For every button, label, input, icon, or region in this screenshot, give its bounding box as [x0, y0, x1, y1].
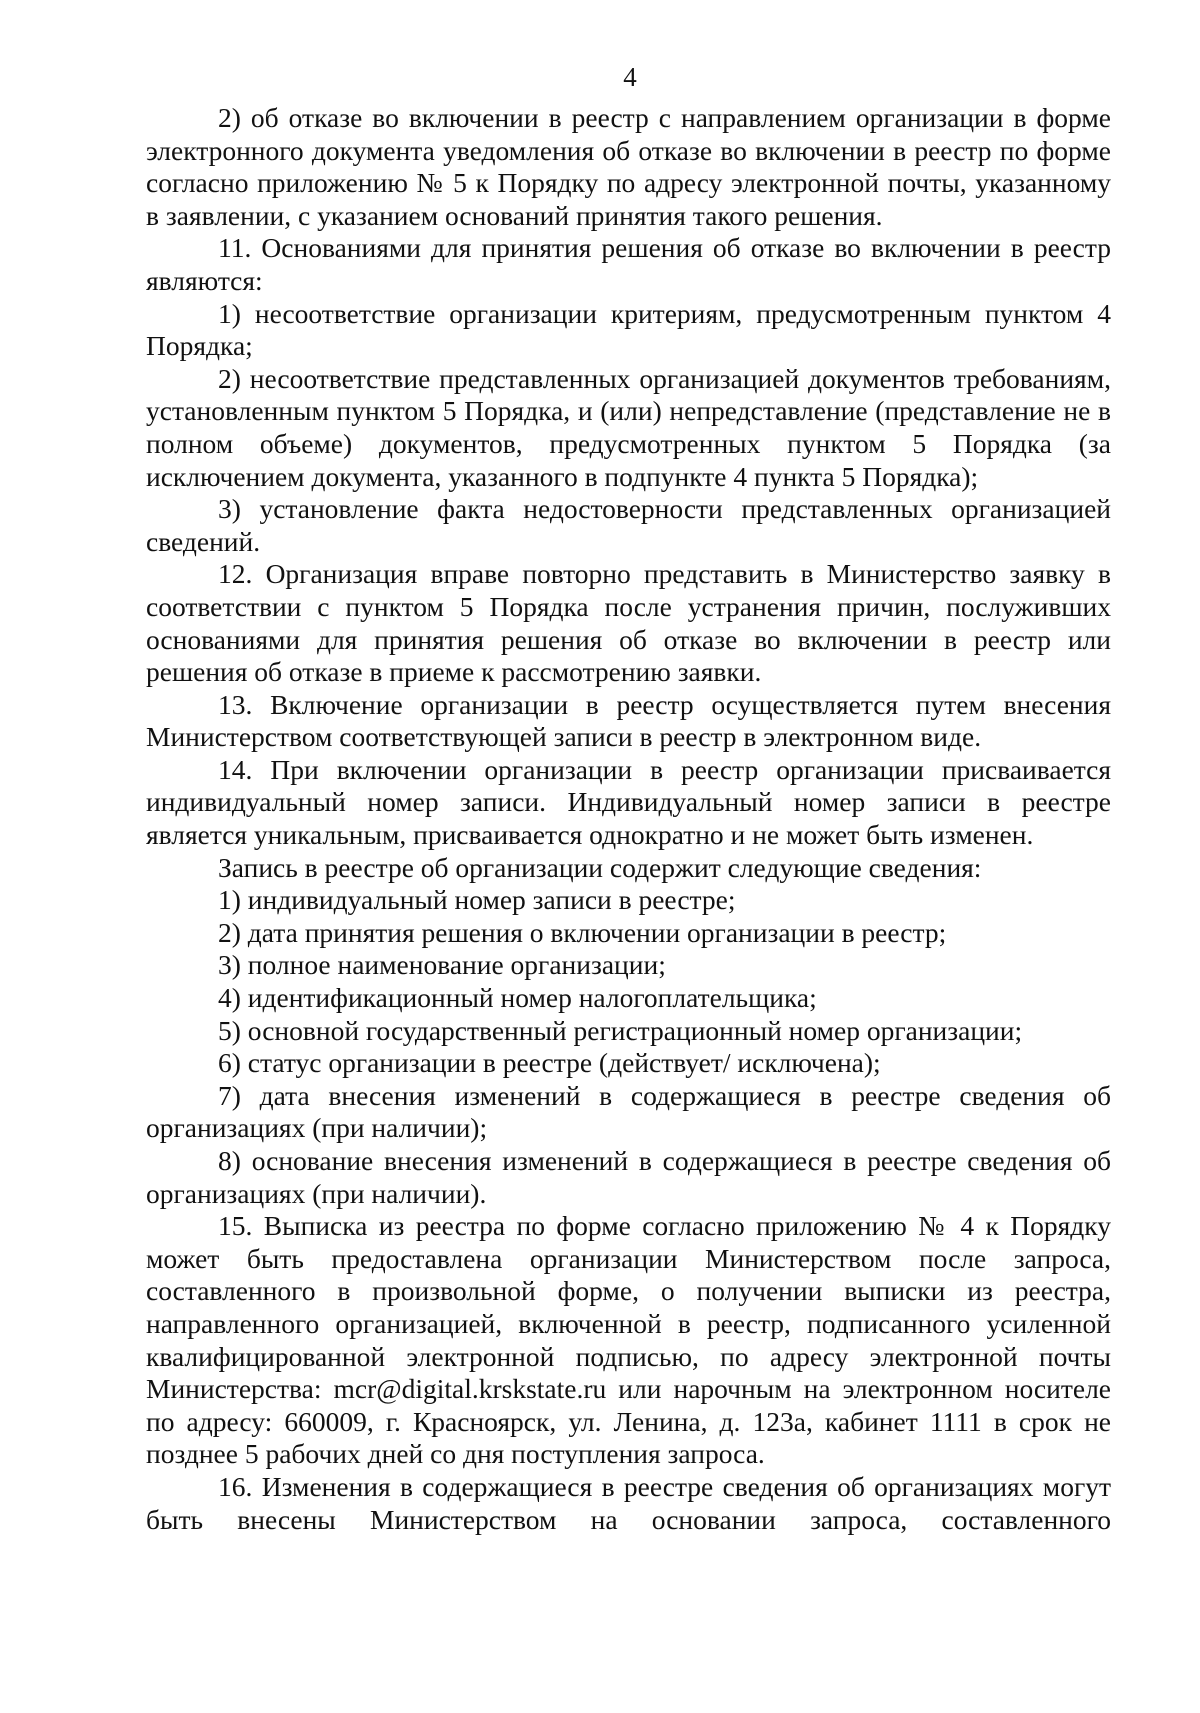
paragraph-14-intro: Запись в реестре об организации содержит следующие сведения: — [218, 851, 982, 883]
list-item-5: 5) основной государственный регистрационный номер организации; — [218, 1014, 1023, 1046]
list-item-8: 8) основание внесения изменений в содержащиеся в реестре сведения об организациях (при наличии). — [146, 1145, 1111, 1209]
list-item-4: 4) идентификационный номер налогоплательщика; — [218, 982, 817, 1014]
paragraph-11-2: 2) несоответствие представленных организацией документов требованиям, установленным пунктом 5 Порядка, и (или) непредставление (представление не в полном объеме) документов, предусмотренных пунктом 5 Порядка (за исключением документа, указанного в подпункте 4 пункта 5 Порядка); — [146, 362, 1111, 492]
list-item-1: 1) индивидуальный номер записи в реестре; — [218, 884, 736, 916]
paragraph-10-2: 2) об отказе во включении в реестр с направлением организации в форме электронного документа уведомления об отказе во включении в реестр по форме согласно приложению № 5 к Порядку по адресу электронной почты, указанному в заявлении, с указанием оснований принятия такого решения. — [146, 102, 1111, 231]
paragraph-16: 16. Изменения в содержащиеся в реестре сведения об организациях могут быть внесены Министерством на основании запроса, составленного — [146, 1470, 1111, 1535]
list-item-2: 2) дата принятия решения о включении организации в реестр; — [218, 916, 947, 948]
paragraph-11-3: 3) установление факта недостоверности представленных организацией сведений. — [146, 493, 1111, 557]
paragraph-12: 12. Организация вправе повторно представить в Министерство заявку в соответствии с пунктом 5 Порядка после устранения причин, послуживших основаниями для принятия решения об отказе во включении в реестр или решения об отказе в приеме к рассмотрению заявки. — [146, 558, 1111, 688]
list-item-7: 7) дата внесения изменений в содержащиеся в реестре сведения об организациях (при наличии); — [146, 1079, 1111, 1144]
list-item-3: 3) полное наименование организации; — [218, 949, 666, 981]
paragraph-11: 11. Основаниями для принятия решения об отказе во включении в реестр являются: — [146, 232, 1111, 296]
document-body — [146, 102, 1111, 1536]
paragraph-13: 13. Включение организации в реестр осуществляется путем внесения Министерством соответствующей записи в реестр в электронном виде. — [146, 688, 1111, 753]
paragraph-15: 15. Выписка из реестра по форме согласно приложению № 4 к Порядку может быть предоставлена организации Министерством после запроса, составленного в произвольной форме, о получении выписки из реестра, направленного организацией, включенной в реестр, подписанного усиленной квалифицированной электронной подписью, по адресу электронной почты Министерства: mcr@digital.krskstate.ru или нарочным на электронном носителе по адресу: 660009, г. Красноярск, ул. Ленина, д. 123а, кабинет 1111 в срок не позднее 5 рабочих дней со дня поступления запроса. — [146, 1210, 1111, 1470]
paragraph-14: 14. При включении организации в реестр организации присваивается индивидуальный номер записи. Индивидуальный номер записи в реестре является уникальным, присваивается однократно и не может быть изменен. — [146, 753, 1111, 851]
paragraph-11-1: 1) несоответствие организации критериям, предусмотренным пунктом 4 Порядка; — [146, 297, 1111, 362]
page-number: 4 — [623, 62, 637, 92]
list-item-6: 6) статус организации в реестре (действует/ исключена); — [218, 1047, 881, 1079]
